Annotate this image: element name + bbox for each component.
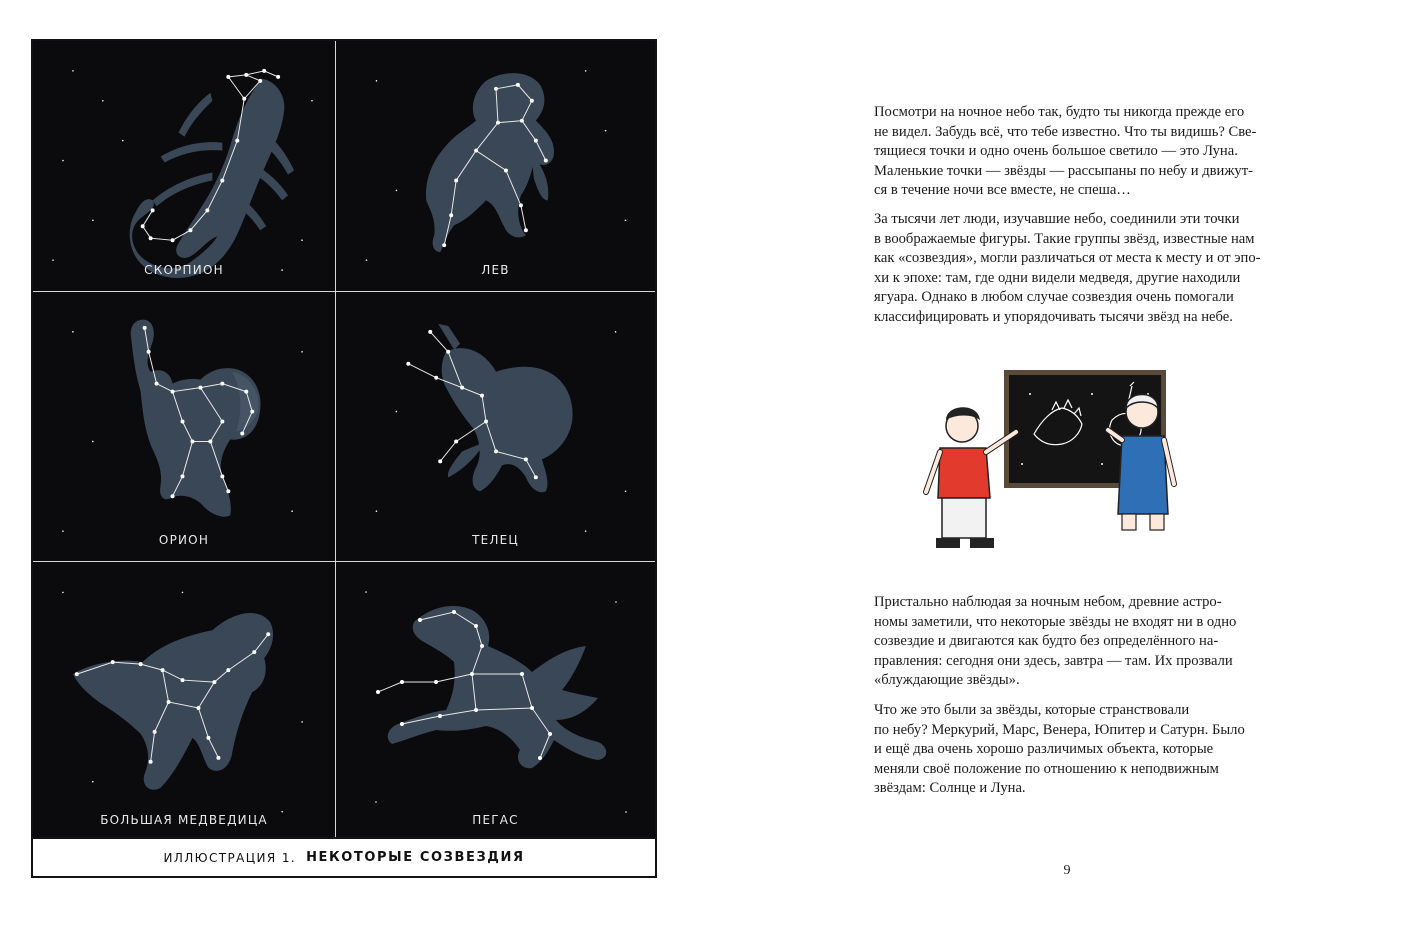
panel-scorpion (33, 41, 336, 292)
paragraph-4 (874, 701, 1314, 799)
caption-title: НЕКОТОРЫЕ СОЗВЕЗДИЯ (306, 850, 525, 865)
text-line: тящиеся точки и одно очень большое светило — это Луна. (874, 143, 1238, 160)
text-line: ягуара. Однако в любом случае созвездия очень помогали (874, 289, 1234, 306)
text-line: меняли своё положение по отношению к неподвижным (874, 760, 1219, 777)
text-line: За тысячи лет люди, изучавшие небо, соединили эти точки (874, 211, 1240, 227)
text-line: Что же это были за звёзды, которые странствовали (874, 702, 1190, 718)
panel-label: ПЕГАС (472, 813, 519, 827)
paragraph-3 (874, 593, 1314, 691)
panel-label: ЛЕВ (481, 263, 510, 277)
page-number: 9 (1063, 863, 1071, 878)
panel-label: БОЛЬШАЯ МЕДВЕДИЦА (100, 813, 268, 827)
panel-label: СКОРПИОН (144, 263, 224, 277)
text-line: Маленькие точки — звёзды — рассыпаны по небу и движут- (874, 162, 1253, 179)
constellation-plate (31, 39, 657, 878)
text-line: классифицировать и упорядочивать тысячи звёзд на небе. (874, 308, 1233, 325)
text-line: звёздам: Солнце и Луна. (874, 780, 1026, 797)
panel-orion (33, 292, 336, 562)
scorpion-icon (33, 41, 335, 291)
panel-label: ТЕЛЕЦ (472, 533, 519, 547)
text-line: в воображаемые фигуры. Такие группы звёзд, известные нам (874, 230, 1255, 247)
panel-label: ОРИОН (158, 533, 210, 547)
panel-pegasus (336, 562, 655, 841)
text-line: хи к эпохе: там, где одни видели медведя, другие находили (874, 269, 1241, 286)
hunter-icon (33, 292, 335, 561)
text-line: Посмотри на ночное небо так, будто ты никогда прежде его (874, 104, 1245, 120)
text-line: правления: сегодня они здесь, завтра — там. Их прозвали (874, 652, 1233, 669)
children-at-blackboard-icon (912, 364, 1182, 564)
text-line: созвездие и двигаются как будто без определённого на- (874, 633, 1219, 650)
text-line: «блуждающие звёзды». (874, 672, 1020, 689)
text-line: и ещё два очень хорошо различимых объекта, которые (874, 741, 1214, 758)
caption-prefix: ИЛЛЮСТРАЦИЯ 1. (163, 850, 297, 865)
panel-ursa-major (33, 562, 336, 841)
winged-horse-icon (336, 562, 655, 841)
bull-icon (336, 292, 655, 561)
panel-lion (336, 41, 655, 292)
text-line: не видел. Забудь всё, что тебе известно. Что ты видишь? Све- (874, 123, 1257, 140)
text-line: как «созвездия», могли различаться от места к месту и от эпо- (874, 250, 1261, 267)
constellation-grid (33, 41, 655, 841)
panel-taurus (336, 292, 655, 562)
text-line: номы заметили, что некоторые звёзды не входят ни в одно (874, 613, 1237, 630)
lion-icon (336, 41, 655, 291)
text-line: ся в течение ночи все вместе, не спеша… (874, 182, 1131, 199)
paragraph-1 (874, 103, 1314, 201)
paragraph-2 (874, 210, 1314, 328)
text-line: Пристально наблюдая за ночным небом, древние астро- (874, 594, 1222, 610)
bear-icon (33, 562, 335, 841)
text-line: по небу? Меркурий, Марс, Венера, Юпитер и Сатурн. Было (874, 721, 1245, 738)
illustration-caption (33, 837, 655, 876)
